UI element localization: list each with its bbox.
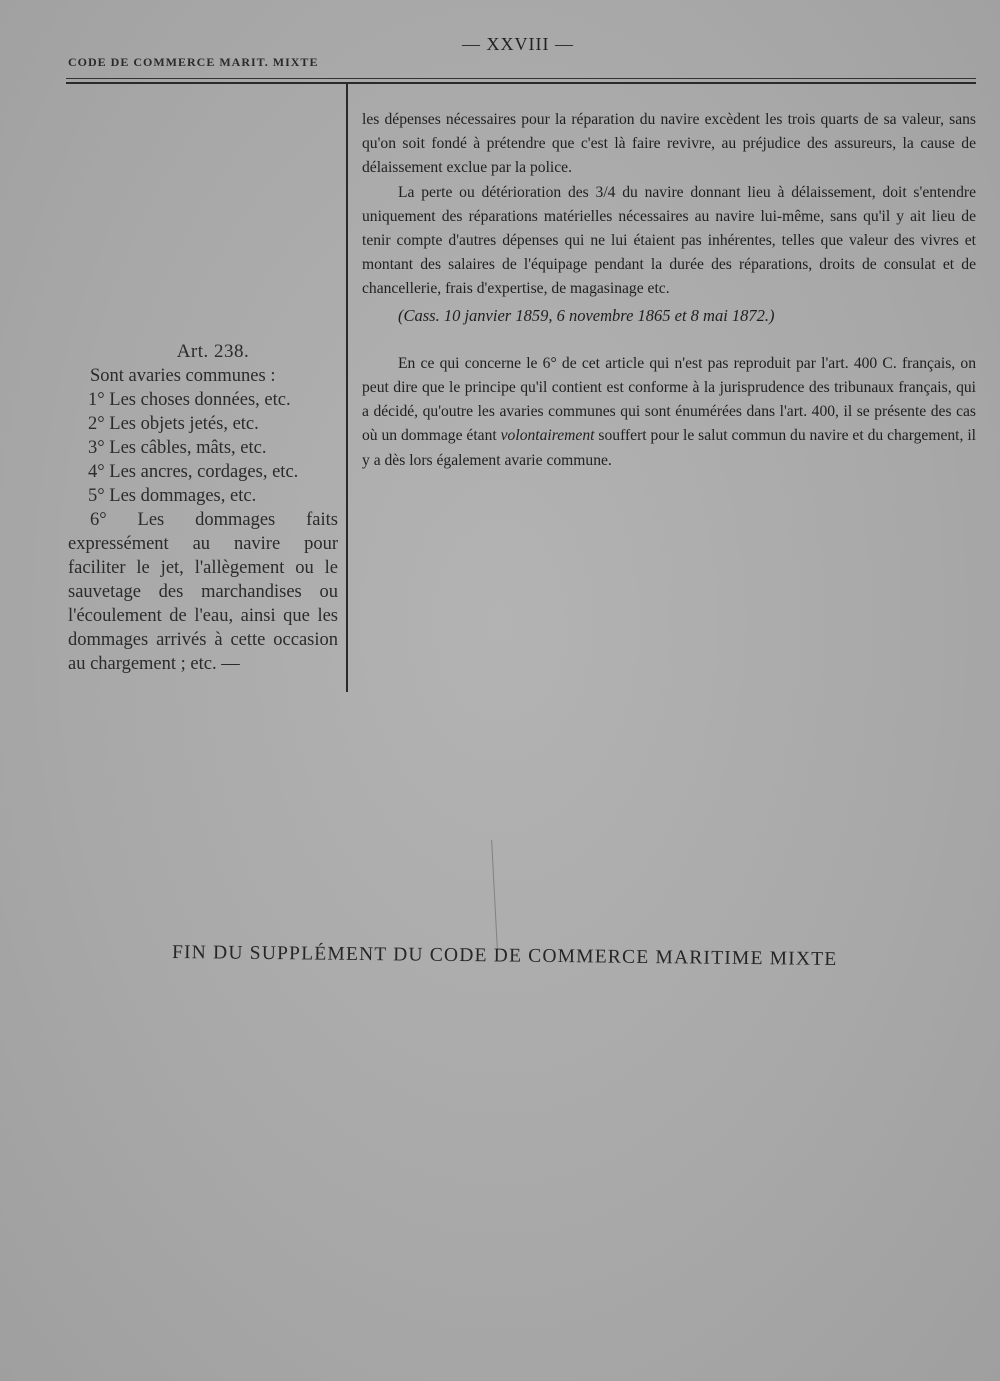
header-rule — [66, 78, 976, 79]
commentary-paragraph: les dépenses nécessaires pour la réparation du navire excèdent les trois quarts de sa valeur, sans qu'on soit fondé à prétendre que c'est là faire revivre, au préjudice des assureurs, la cause de délaissement exclue par la police. — [362, 111, 976, 177]
article-item: 4° Les ancres, cordages, etc. — [88, 462, 299, 482]
article-title: Art. 238. — [176, 341, 250, 362]
article-item: 2° Les objets jetés, etc. — [88, 414, 259, 434]
spacer — [362, 328, 976, 352]
commentary-paragraph — [362, 352, 976, 473]
article-item-6: 6° Les dommages faits expressément au navire pour faciliter le jet, l'allègement ou le sauvetage des marchandises ou l'écoulement de l'eau, ainsi que les dommages arrivés à cette occasion au chargement ; etc. — — [68, 510, 338, 674]
commentary-paragraph: La perte ou détérioration des 3/4 du navire donnant lieu à délaissement, doit s'entendre uniquement des réparations matérielles nécessaires au navire lui-même, sans qu'il y ait lieu de tenir compte d'autres dépenses qui ne lui étaient pas inhérentes, telles que valeur des vivres et montant des salaires de l'équipage pendant la durée des réparations, droits de consulat et de chancellerie, frais d'expertise, de magasinage etc. — [362, 183, 976, 298]
emphasis-text: volontairement — [500, 427, 595, 445]
article-intro: Sont avaries communes : — [90, 366, 276, 386]
running-head: CODE DE COMMERCE MARIT. MIXTE — [68, 55, 319, 69]
commentary-column — [362, 108, 976, 473]
paragraph-text: souffert pour le salut commun du navire et du chargement, il y a dès lors également avarie commune. — [362, 427, 976, 469]
header-rule-thick — [66, 82, 976, 84]
article-item: 1° Les choses données, etc. — [88, 390, 291, 410]
case-citation: (Cass. 10 janvier 1859, 6 novembre 1865 et 8 mai 1872.) — [398, 305, 775, 325]
closing-title: FIN DU SUPPLÉMENT DU CODE DE COMMERCE MARITIME MIXTE — [171, 942, 838, 970]
paragraph-text: En ce qui concerne le 6° de cet article qui n'est pas reproduit par l'art. 400 C. français, on peut dire que le principe qu'il contient est conforme à la jurisprudence des tribunaux français, qui a décidé, qu'outre les avaries communes qui sont énumérées dans l'art. 400, il se présente des cas où un dommage étant — [362, 354, 976, 445]
article-item: 5° Les dommages, etc. — [88, 486, 257, 506]
column-divider — [346, 84, 348, 692]
paper-mark — [491, 840, 498, 950]
article-item: 3° Les câbles, mâts, etc. — [88, 438, 267, 458]
page-number: — XXVIII — — [462, 34, 574, 54]
code-article-column — [68, 340, 338, 676]
